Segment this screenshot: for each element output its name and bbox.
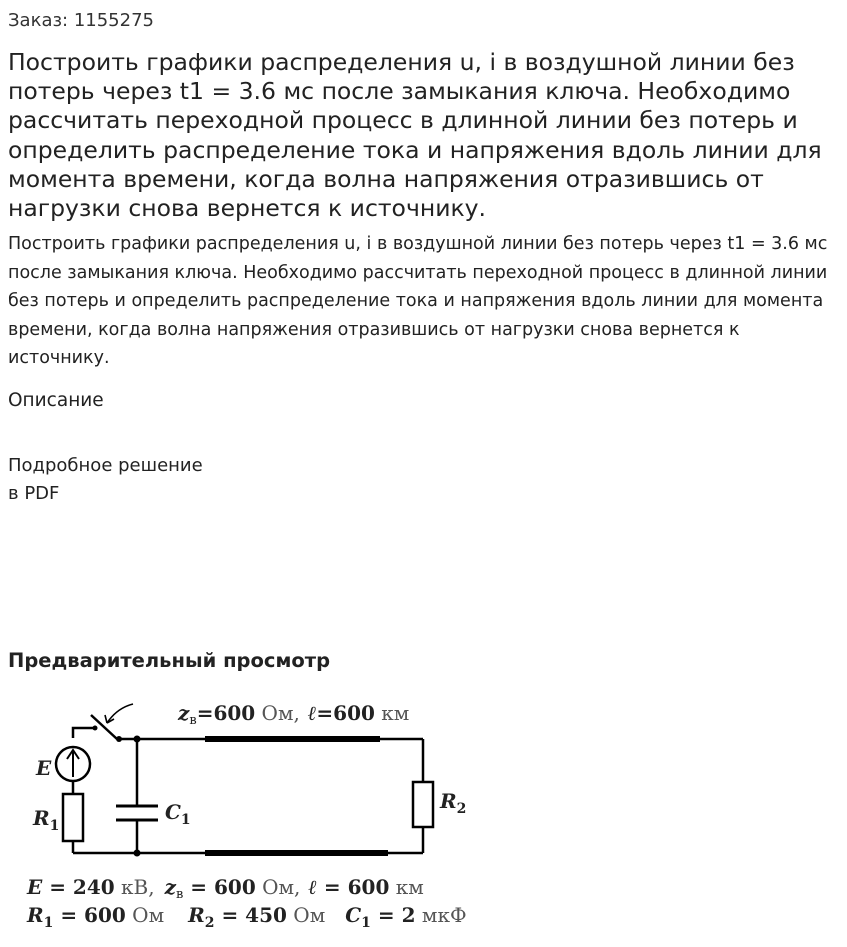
param-z-symbol: z [164,875,176,899]
param-R1-symbol: R [27,903,44,927]
z-symbol: z [178,701,190,725]
C1-symbol: C [165,800,181,824]
solution-line-1: Подробное решение [8,455,203,476]
param-z-subscript: в [175,887,184,902]
param-R2-symbol: R [188,903,205,927]
label-C1 [165,800,191,828]
switch-symbol [91,704,133,742]
params-line-2 [26,903,467,931]
circuit-wires [73,728,423,853]
resistor-R2 [413,782,433,827]
z-unit: Ом, [255,701,300,725]
param-E-symbol: E [27,875,43,899]
junction-top [134,736,141,743]
description-label: Описание [8,390,104,411]
param-R2-unit: Ом [286,903,326,927]
task-title: Построить графики распределения u, i в воздушной линии без потерь через t1 = 3.6 мс после замыкания ключа. Необходимо рассчитать переходной процесс в длинной линии без потерь и определить распределение тока и напряжения вдоль линии для момента времени, когда волна напряжения отразившись от нагрузки снова вернется к источнику. [8,48,822,223]
resistor-R1 [63,794,83,841]
l-symbol: ℓ [307,701,317,725]
R1-subscript: 1 [49,818,60,834]
R1-symbol: R [33,806,50,830]
param-R2-subscript: 2 [204,915,215,931]
param-R1-value: = 600 [53,903,126,927]
label-R2 [439,789,466,817]
param-R1-subscript: 1 [43,915,54,931]
param-E-unit: кВ, [114,875,155,899]
C1-subscript: 1 [180,812,191,828]
label-E: E [36,756,52,780]
param-C1-subscript: 1 [361,915,371,931]
task-text: Построить графики распределения u, i в воздушной линии без потерь через t1 = 3.6 мс после замыкания ключа. Необходимо рассчитать переходной процесс в длинной линии без потерь и определить распределение тока и напряжения вдоль линии для момента времени, когда волна напряжения отразившись от нагрузки снова вернется к источнику. [8,234,828,369]
param-l-unit: км [389,875,424,899]
l-value: =600 [316,701,375,725]
capacitor-C1 [116,806,158,820]
circuit-diagram [0,690,500,947]
R2-symbol: R [440,789,457,813]
param-R2-value: = 450 [214,903,287,927]
param-E-value: = 240 [42,875,115,899]
param-z-value: = 600 [183,875,256,899]
voltage-source-E [56,747,90,781]
preview-heading: Предварительный просмотр [8,649,331,672]
param-C1-unit: мкФ [415,903,467,927]
z-value: =600 [196,701,256,725]
solution-note [8,452,203,508]
param-l-value: = 600 [316,875,390,899]
params-line-1 [26,875,424,902]
param-C1-value: = 2 [370,903,416,927]
order-number: Заказ: 1155275 [8,10,154,31]
param-C1-symbol: C [345,903,362,927]
solution-line-2: в PDF [8,483,60,504]
R2-subscript: 2 [456,801,467,817]
param-R1-unit: Ом [125,903,165,927]
l-unit: км [374,701,410,725]
label-R1 [32,806,59,834]
param-z-unit: Ом, [255,875,301,899]
param-l-symbol: ℓ [308,875,317,899]
junction-bottom [134,850,141,857]
line-params-label [177,701,409,728]
z-subscript: в [189,713,197,728]
